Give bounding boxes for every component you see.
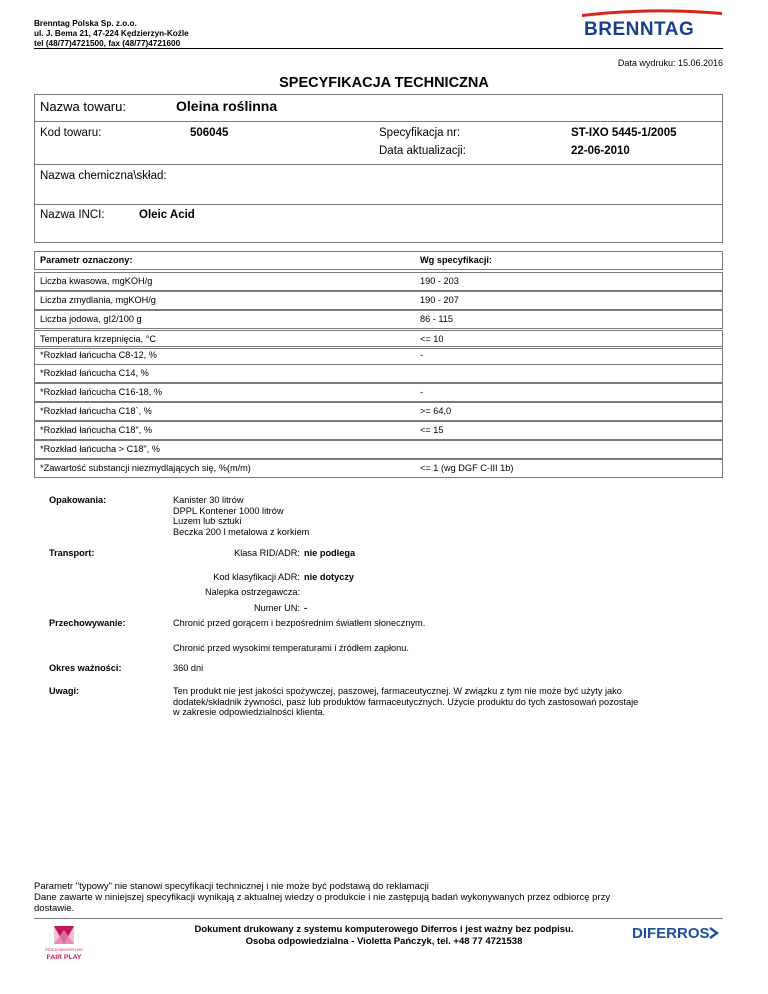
remarks-text [173,686,638,718]
param-name: *Rozkład łańcucha > C18", % [40,444,160,454]
brenntag-logo [578,8,726,42]
adr-code-value: nie dotyczy [304,572,355,582]
param-header: Parametr oznaczony: [40,255,133,265]
param-value: <= 15 [420,425,444,435]
packaging-label: Opakowania: [49,495,107,505]
remarks-line: w zakresie odpowiedzialności klienta. [173,707,326,717]
table-row [34,459,723,478]
footer-line-2: Osoba odpowiedzialna - Violetta Pańczyk, tel. +48 77 4721538 [245,935,523,947]
storage-label: Przechowywanie: [49,618,126,628]
footer-text [140,924,628,947]
transport-label: Transport: [49,548,95,558]
param-name: Liczba jodowa, gI2/100 g [40,314,142,324]
company-contact: tel (48/77)4721500, fax (48/77)4721600 [34,39,181,48]
spec-header: Wg specyfikacji: [420,255,492,265]
print-date: Data wydruku: 15.06.2016 [617,58,723,68]
chemical-name-box [34,164,723,205]
brenntag-logo-text: BRENNTAG [584,19,695,40]
table-row [34,346,723,365]
product-name-label: Nazwa towaru: [40,99,126,114]
header-divider [34,48,723,49]
table-row [34,272,723,291]
product-name-box [34,94,723,122]
storage-line-1: Chronić przed gorącem i bezpośrednim światłem słonecznym. [173,618,426,628]
adr-code-label: Kod klasyfikacji ADR: [213,572,300,582]
list-item: Beczka 200 l metalowa z korkiem [173,526,310,537]
param-value: 190 - 203 [420,276,459,286]
param-name: *Rozkład łańcucha C18", % [40,425,153,435]
packaging-list [173,495,309,537]
storage-line-2: Chronić przed wysokimi temperaturami i źródłem zapłonu. [173,643,409,653]
table-row [34,383,723,402]
remarks-line: Ten produkt nie jest jakości spożywczej, paszowej, farmaceutycznej. W związku z tym nie może być użyty jako [173,686,622,696]
param-value: <= 1 (wg DGF C-III 1b) [420,463,514,473]
product-name-value: Oleina roślinna [176,98,278,114]
validity-value: 360 dni [173,663,204,673]
param-value: 86 - 115 [420,314,454,324]
fair-play-text: FAIR PLAY [46,954,82,961]
param-name: *Rozkład łańcucha C14, % [40,368,149,378]
chemical-name-label: Nazwa chemiczna\skład: [40,170,167,182]
document-title: SPECYFIKACJA TECHNICZNA [279,75,489,91]
remarks-label: Uwagi: [49,686,80,696]
footnote-line: Dane zawarte w niniejszej specyfikacji wynikają z aktualnej wiedzy o produkcie i nie zastępują badań wykonywanych przez odbiorcę przy [34,892,611,903]
table-row [34,291,723,310]
param-name: *Zawartość substancji niezmydlających się, %(m/m) [40,463,251,473]
company-name: Brenntag Polska Sp. z.o.o. [34,19,137,28]
product-code-box [34,121,723,165]
validity-label: Okres ważności: [49,663,122,673]
footer-line-1: Dokument drukowany z systemu komputerowego Diferros i jest ważny bez podpisu. [194,924,574,935]
product-code-label: Kod towaru: [40,127,102,139]
footnote-line: dostawie. [34,903,75,914]
table-row [34,421,723,440]
diferros-logo [632,923,724,948]
list-item: Luzem lub sztuki [173,516,242,526]
list-item: DPPL Kontener 1000 litrów [173,505,284,516]
product-code-value: 506045 [190,127,229,139]
param-name: *Rozkład łańcucha C18`, % [40,406,152,416]
footnote-line: Parametr "typowy" nie stanowi specyfikacji technicznej i nie może być podstawą do reklamacji [34,881,429,892]
footnote [34,881,610,914]
fair-play-small-text: PRZEDSIĘBIORSTWO [45,948,83,952]
list-item: Kanister 30 litrów [173,495,244,505]
table-row [34,310,723,329]
param-value: <= 10 [420,334,444,344]
params-header-row [34,251,723,270]
fair-play-logo [40,922,90,984]
param-name: Temperatura krzepnięcia, °C [40,334,157,344]
warning-label: Nalepka ostrzegawcza: [205,587,300,597]
param-name: *Rozkład łańcucha C16-18, % [40,387,163,397]
table-row [34,440,723,459]
inci-value: Oleic Acid [139,209,195,221]
param-name: *Rozkład łańcucha C8-12, % [40,350,157,360]
param-value: - [420,350,424,360]
param-name: Liczba zmydlania, mgKOH/g [40,295,156,305]
param-value: >= 64,0 [420,406,452,416]
remarks-line: dodatek/składnik żywności, pasz lub produktów farmaceutycznych. Użycie produktu do tych zastosowań pozostaje [173,696,639,707]
rid-adr-label: Klasa RID/ADR: [234,548,300,558]
inci-label: Nazwa INCI: [40,209,105,221]
un-number-value: - [304,603,308,613]
company-address: ul. J. Bema 21, 47-224 Kędzierzyn-Koźle [34,29,189,38]
company-info [34,19,189,49]
param-name: Liczba kwasowa, mgKOH/g [40,276,153,286]
spec-number-value: ST-IXO 5445-1/2005 [571,127,677,139]
update-date-label: Data aktualizacji: [379,145,466,157]
spec-number-label: Specyfikacja nr: [379,127,461,139]
param-value: 190 - 207 [420,295,459,305]
diferros-logo-text: DIFERROS [632,925,710,942]
footer-divider [34,918,723,919]
table-row [34,364,723,383]
rid-adr-value: nie podlega [304,548,356,558]
un-number-label: Numer UN: [254,603,300,613]
update-date-value: 22-06-2010 [571,145,630,157]
inci-box [34,204,723,243]
param-value: - [420,387,424,397]
table-row [34,402,723,421]
